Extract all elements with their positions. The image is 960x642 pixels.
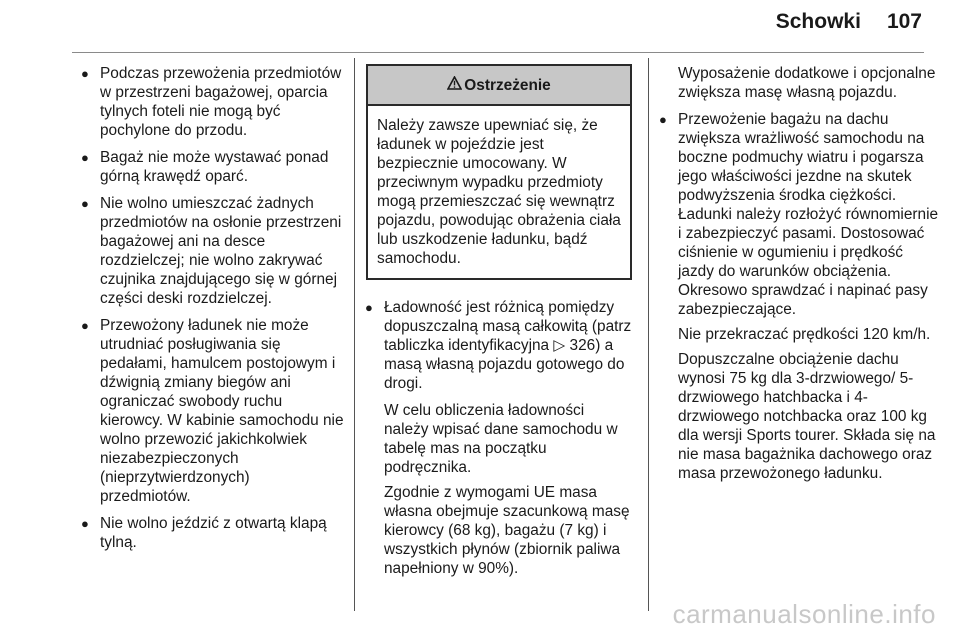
warning-triangle-icon <box>447 76 462 95</box>
bullet-list <box>366 298 632 393</box>
warning-header <box>368 66 630 106</box>
column-2 <box>366 64 632 584</box>
bullet-text-start: Ładowność jest różnicą pomiędzy dopuszczalną masą całkowitą (patrz tabliczka identyfikacyjna <box>384 299 632 354</box>
intro-paragraph: Wyposażenie dodatkowe i opcjonalne zwiększa masę własną pojazdu. <box>678 65 936 101</box>
column-divider-1 <box>354 58 355 611</box>
page-header <box>776 10 922 34</box>
paragraph: Zgodnie z wymogami UE masa własna obejmuje szacunkową masę kierowcy (68 kg), bagażu (7 kg) i wszystkich płynów (zbiornik paliwa napełniony w 90%). <box>384 484 630 577</box>
page-number: 107 <box>886 10 922 33</box>
paragraph: W celu obliczenia ładowności należy wpisać dane samochodu w tabelę mas na początku podręcznika. <box>384 402 618 476</box>
column-divider-2 <box>648 58 649 611</box>
page-reference-icon: ▷ <box>553 337 566 354</box>
list-item <box>366 298 632 393</box>
list-item: ● Przewożony ładunek nie może utrudniać posługiwania się pedałami, hamulcem postojowym i dźwignią zmiany biegów ani ograniczać swobody ruchu kierowcy. W kabinie samochodu nie wolno przewozić jakichkolwiek niezabezpieczonych (nieprzytwierdzonych) przedmiotów. <box>82 316 344 506</box>
column-1 <box>82 64 344 560</box>
watermark: carmanualsonline.info <box>672 599 936 629</box>
warning-text: Należy zawsze upewniać się, że ładunek w pojeździe jest bezpiecznie umocowany. W przeciwnym wypadku przedmioty mogą przemieszczać się wewnątrz pojazdu, powodując obrażenia ciała lub uszkodzenie ładunku, bądź samochodu. <box>377 117 621 267</box>
header-divider <box>72 52 924 53</box>
list-item: ● Podczas przewożenia przedmiotów w przestrzeni bagażowej, oparcia tylnych foteli nie mogą być pochylone do przodu. <box>82 64 344 140</box>
bullet-list <box>660 110 942 319</box>
column-3 <box>660 64 942 489</box>
list-item: ● Nie wolno jeździć z otwartą klapą tylną. <box>82 514 344 552</box>
section-title: Schowki <box>775 10 861 33</box>
warning-box <box>366 64 632 280</box>
bullet-list <box>82 64 344 552</box>
warning-title: Ostrzeżenie <box>464 77 551 94</box>
paragraph: Nie przekraczać prędkości 120 km/h. <box>678 326 931 343</box>
paragraph: Dopuszczalne obciążenie dachu wynosi 75 kg dla 3-drzwiowego/ 5-drzwiowego hatchbacka i 4-drzwiowego notchbacka oraz 100 kg dla wersji Sports tourer. Składa się na nie masa bagażnika dachowego oraz masa przewożonego ładunku. <box>678 351 936 482</box>
bullet-text-end: 326) a masą własną pojazdu gotowego do drogi. <box>384 337 625 392</box>
list-item: ● Przewożenie bagażu na dachu zwiększa wrażliwość samochodu na boczne podmuchy wiatru i pogarsza jego właściwości jezdne na skutek podwyższenia środka ciężkości. Ładunki należy rozłożyć równomiernie i zabezpieczyć pasami. Dostosować ciśnienie w ogumieniu i prędkość jazdy do warunków obciążenia. Okresowo sprawdzać i napinać pasy zabezpieczające. <box>660 110 942 319</box>
list-item: ● Nie wolno umieszczać żadnych przedmiotów na osłonie przestrzeni bagażowej ani na desce rozdzielczej; nie wolno zakrywać czujnika znajdującego się w górnej części deski rozdzielczej. <box>82 194 344 308</box>
list-item: ● Bagaż nie może wystawać ponad górną krawędź oparć. <box>82 148 344 186</box>
